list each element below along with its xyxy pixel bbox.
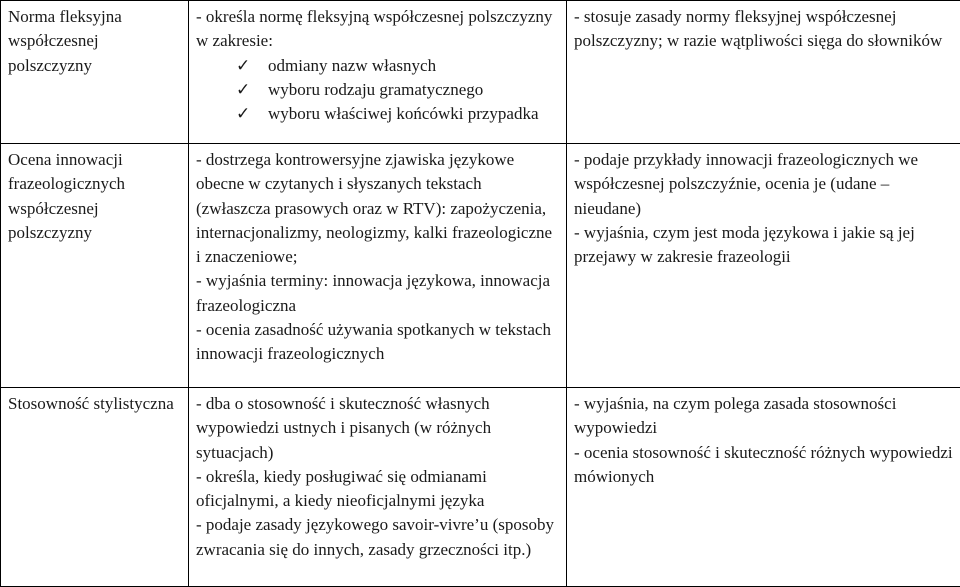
checkmark-icon: ✓ [236,102,250,126]
requirements-cell [567,388,960,587]
skills-intro: - określa normę fleksyjną współczesnej polszczyzny w zakresie: [196,5,560,54]
requirement-text: - wyjaśnia, na czym polega zasada stosowności wypowiedzi [574,392,954,441]
skill-item: - dostrzega kontrowersyjne zjawiska językowe obecne w czytanych i słyszanych tekstach (zwłaszcza prasowych oraz w RTV): zapożyczenia, internacjonalizmy, neologizmy, kalki frazeologiczne i znaczeniowe; [196,148,560,269]
requirement-text: - podaje przykłady innowacji frazeologicznych we współczesnej polszczyźnie, ocenia je (udane – nieudane) [574,148,954,221]
requirements-cell [567,1,960,144]
requirement-text: - ocenia stosowność i skuteczność różnych wypowiedzi mówionych [574,441,954,490]
requirements-cell [567,144,960,388]
checklist-item-label: odmiany nazw własnych [268,56,436,75]
checkmark-icon: ✓ [236,78,250,102]
table-row [1,388,960,587]
topic-cell [1,144,189,388]
skills-cell [189,1,567,144]
skill-item: - dba o stosowność i skuteczność własnych wypowiedzi ustnych i pisanych (w różnych sytuacjach) [196,392,560,465]
topic-label: Stosowność stylistyczna [8,392,182,416]
checklist-item [196,78,560,102]
skills-cell [189,144,567,388]
requirement-text: - wyjaśnia, czym jest moda językowa i jakie są jej przejawy w zakresie frazeologii [574,221,954,270]
topic-label: Ocena innowacji frazeologicznych współczesnej polszczyzny [8,148,182,245]
table-row [1,144,960,388]
checklist-item-label: wyboru rodzaju gramatycznego [268,80,483,99]
checklist-item-label: wyboru właściwej końcówki przypadka [268,104,539,123]
topic-cell [1,388,189,587]
checklist-item [196,102,560,126]
requirement-text: - stosuje zasady normy fleksyjnej współczesnej polszczyzny; w razie wątpliwości sięga do słowników [574,5,954,54]
skill-item: - określa, kiedy posługiwać się odmianami oficjalnymi, a kiedy nieoficjalnymi języka [196,465,560,514]
skill-item: - podaje zasady językowego savoir-vivre’u (sposoby zwracania się do innych, zasady grzeczności itp.) [196,513,560,562]
checklist-item [196,54,560,78]
checkmark-icon: ✓ [236,54,250,78]
skill-item: - wyjaśnia terminy: innowacja językowa, innowacja frazeologiczna [196,269,560,318]
topic-label: Norma fleksyjna współczesnej polszczyzny [8,5,182,78]
skill-item: - ocenia zasadność używania spotkanych w tekstach innowacji frazeologicznych [196,318,560,367]
table-row [1,1,960,144]
topic-cell [1,1,189,144]
skills-cell [189,388,567,587]
